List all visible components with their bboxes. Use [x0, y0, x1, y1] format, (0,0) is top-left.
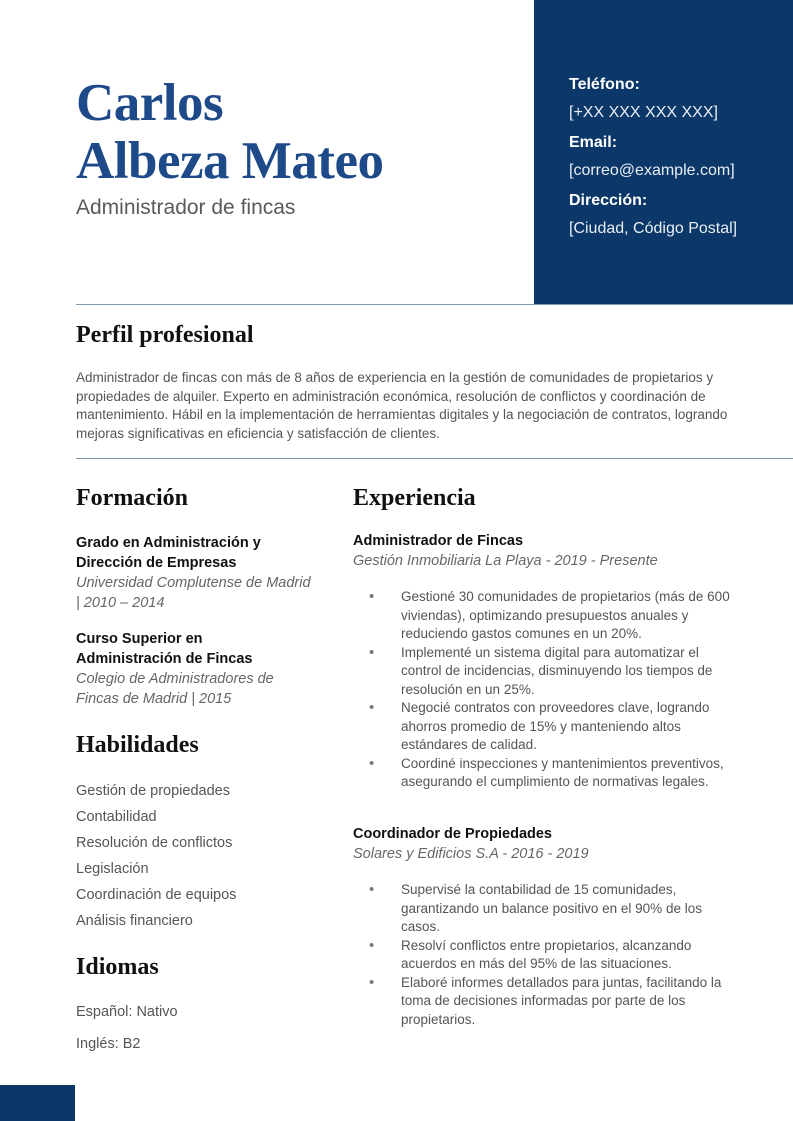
last-name: Albeza Mateo — [76, 132, 384, 190]
skills-heading: Habilidades — [76, 732, 199, 758]
address-value: [Ciudad, Código Postal] — [569, 220, 738, 237]
languages-list — [76, 1002, 178, 1060]
address-label: Dirección: — [569, 192, 648, 209]
candidate-name — [76, 74, 383, 190]
skill-item: Contabilidad — [76, 809, 157, 825]
experience-heading: Experiencia — [353, 485, 476, 511]
header-divider — [76, 304, 793, 305]
profile-heading: Perfil profesional — [76, 322, 254, 348]
profile-divider — [76, 458, 793, 459]
language-item: Inglés: B2 — [76, 1036, 141, 1052]
language-item: Español: Nativo — [76, 1004, 178, 1020]
profile-text: Administrador de fincas con más de 8 años de experiencia en la gestión de comunidades de propietarios y propiedades de alquiler. Experto en administración económica, resolución de conflictos y coordinación de mantenimiento. Hábil en la implementación de herramientas digitales y la negociación de contratos, logrando mejoras significativas en eficiencia y satisfacción de clientes. — [76, 370, 728, 441]
job-title: Administrador de fincas — [76, 196, 296, 219]
achievement-item: • Elaboré informes detallados para juntas, facilitando la toma de decisiones informadas por parte de los propietarios. — [353, 974, 733, 1030]
languages-heading: Idiomas — [76, 954, 159, 980]
email-label: Email: — [569, 134, 618, 151]
achievement-item: • Resolví conflictos entre propietarios, alcanzando acuerdos en más del 95% de las situaciones. — [353, 937, 733, 974]
first-name: Carlos — [76, 74, 224, 132]
job-achievements — [353, 588, 733, 792]
skills-list — [76, 781, 236, 937]
achievement-item: • Coordiné inspecciones y mantenimientos preventivos, asegurando el cumplimiento de normativas legales. — [353, 755, 733, 792]
skill-item: Coordinación de equipos — [76, 887, 237, 903]
job-position: Administrador de Fincas — [353, 533, 524, 549]
job-achievements — [353, 881, 733, 1029]
skill-item: Gestión de propiedades — [76, 783, 230, 799]
degree-institution: Universidad Complutense de Madrid | 2010 – 2014 — [76, 575, 311, 611]
education-item — [76, 533, 311, 613]
footer-accent-block — [0, 1085, 75, 1121]
degree-institution: Colegio de Administradores de Fincas de Madrid | 2015 — [76, 671, 274, 707]
achievement-item: • Gestioné 30 comunidades de propietarios (más de 600 viviendas), optimizando presupuestos anuales y reduciendo gastos comunes en un 20%. — [353, 588, 733, 644]
phone-label: Teléfono: — [569, 76, 640, 93]
degree-title: Grado en Administración y Dirección de Empresas — [76, 535, 261, 571]
education-heading: Formación — [76, 485, 188, 511]
achievement-item: • Implementé un sistema digital para automatizar el control de incidencias, disminuyendo los tiempos de resolución en un 25%. — [353, 644, 733, 700]
degree-title: Curso Superior en Administración de Fincas — [76, 631, 253, 667]
job-company-dates: Solares y Edificios S.A - 2016 - 2019 — [353, 846, 589, 862]
job-position: Coordinador de Propiedades — [353, 826, 552, 842]
skill-item: Legislación — [76, 861, 149, 877]
skill-item: Resolución de conflictos — [76, 835, 233, 851]
email-value: [correo@example.com] — [569, 162, 735, 179]
achievement-item: • Negocié contratos con proveedores clave, logrando ahorros promedio de 15% y manteniendo altos estándares de calidad. — [353, 699, 733, 755]
phone-value: [+XX XXX XXX XXX] — [569, 104, 718, 121]
job-company-dates: Gestión Inmobiliaria La Playa - 2019 - Presente — [353, 553, 658, 569]
achievement-item: • Supervisé la contabilidad de 15 comunidades, garantizando un balance positivo en el 90% de los casos. — [353, 881, 733, 937]
skill-item: Análisis financiero — [76, 913, 193, 929]
contact-panel — [534, 0, 793, 305]
education-item — [76, 629, 311, 709]
